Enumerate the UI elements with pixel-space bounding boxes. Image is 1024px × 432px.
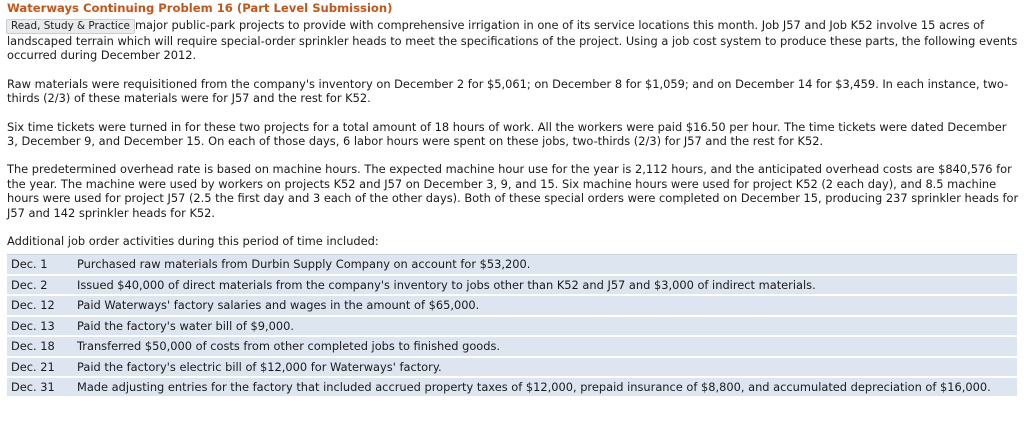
time-tickets-paragraph: Six time tickets were turned in for these two projects for a total amount of 18 hours of work. All the workers were paid $16.50 per hour. The time tickets were dated December 3, December 9, and December 15. On each of those days, 6 labor hours were spent on these jobs, two-thirds (2/3) for J57 and the rest for K52. bbox=[7, 119, 1007, 149]
table-row bbox=[7, 276, 1017, 296]
activity-description: Made adjusting entries for the factory that included accrued property taxes of $12,000, prepaid insurance of $8,800, and accumulated depreciation of $16,000. bbox=[77, 379, 991, 394]
activity-date: Dec. 18 bbox=[11, 339, 55, 354]
activity-date: Dec. 31 bbox=[11, 379, 55, 394]
activity-date: Dec. 2 bbox=[11, 277, 48, 292]
table-row bbox=[7, 358, 1017, 378]
activity-description: Issued $40,000 of direct materials from the company's inventory to jobs other than K52 and J57 and $3,000 of indirect materials. bbox=[77, 277, 816, 292]
intro-paragraph bbox=[7, 18, 1019, 63]
activity-description: Paid the factory's water bill of $9,000. bbox=[77, 318, 294, 333]
activity-date: Dec. 12 bbox=[11, 298, 55, 313]
additional-activities-intro: Additional job order activities during this period of time included: bbox=[7, 234, 379, 249]
table-row bbox=[7, 378, 1017, 398]
table-row bbox=[7, 296, 1017, 316]
activity-date: Dec. 21 bbox=[11, 359, 55, 374]
read-study-practice-tab[interactable]: Read, Study & Practice bbox=[6, 19, 135, 34]
raw-materials-paragraph: Raw materials were requisitioned from the company's inventory on December 2 for $5,061; on December 8 for $1,059; and on December 14 for $3,459. In each instance, two-thirds (2/3) of these materials were for J57 and the rest for K52. bbox=[7, 76, 1009, 106]
activity-date: Dec. 13 bbox=[11, 318, 55, 333]
activity-description: Transferred $50,000 of costs from other completed jobs to finished goods. bbox=[77, 339, 501, 354]
overhead-paragraph: The predetermined overhead rate is based on machine hours. The expected machine hour use for the year is 2,112 hours, and the anticipated overhead costs are $840,576 for the year. The machine were used by workers on projects K52 and J57 on December 3, 9, and 15. Six machine hours were used for project K52 (2 each day), and 8.5 machine hours were used for project J57 (2.5 the first day and 3 each of the other days). Both of these special orders were completed on December 15, producing 237 sprinkler heads for J57 and 142 sprinkler heads for K52. bbox=[7, 162, 1019, 220]
activity-description: Paid the factory's electric bill of $12,000 for Waterways' factory. bbox=[77, 359, 442, 374]
activities-table bbox=[7, 254, 1017, 398]
table-row bbox=[7, 317, 1017, 337]
activity-date: Dec. 1 bbox=[11, 257, 48, 272]
problem-title: Waterways Continuing Problem 16 (Part Level Submission) bbox=[7, 1, 393, 15]
table-row bbox=[7, 337, 1017, 357]
activity-description: Paid Waterways' factory salaries and wages in the amount of $65,000. bbox=[77, 298, 480, 313]
intro-text: major public-park projects to provide with comprehensive irrigation in one of its service locations this month. Job J57 and Job K52 involve 15 acres of landscaped terrain which will require special-order sprinkler heads to meet the specifications of the project. Using a job cost system to produce these parts, the following events occurred during December 2012. bbox=[7, 18, 1018, 63]
table-row bbox=[7, 255, 1017, 275]
problem-content bbox=[7, 0, 1019, 398]
activity-description: Purchased raw materials from Durbin Supply Company on account for $53,200. bbox=[77, 257, 531, 272]
